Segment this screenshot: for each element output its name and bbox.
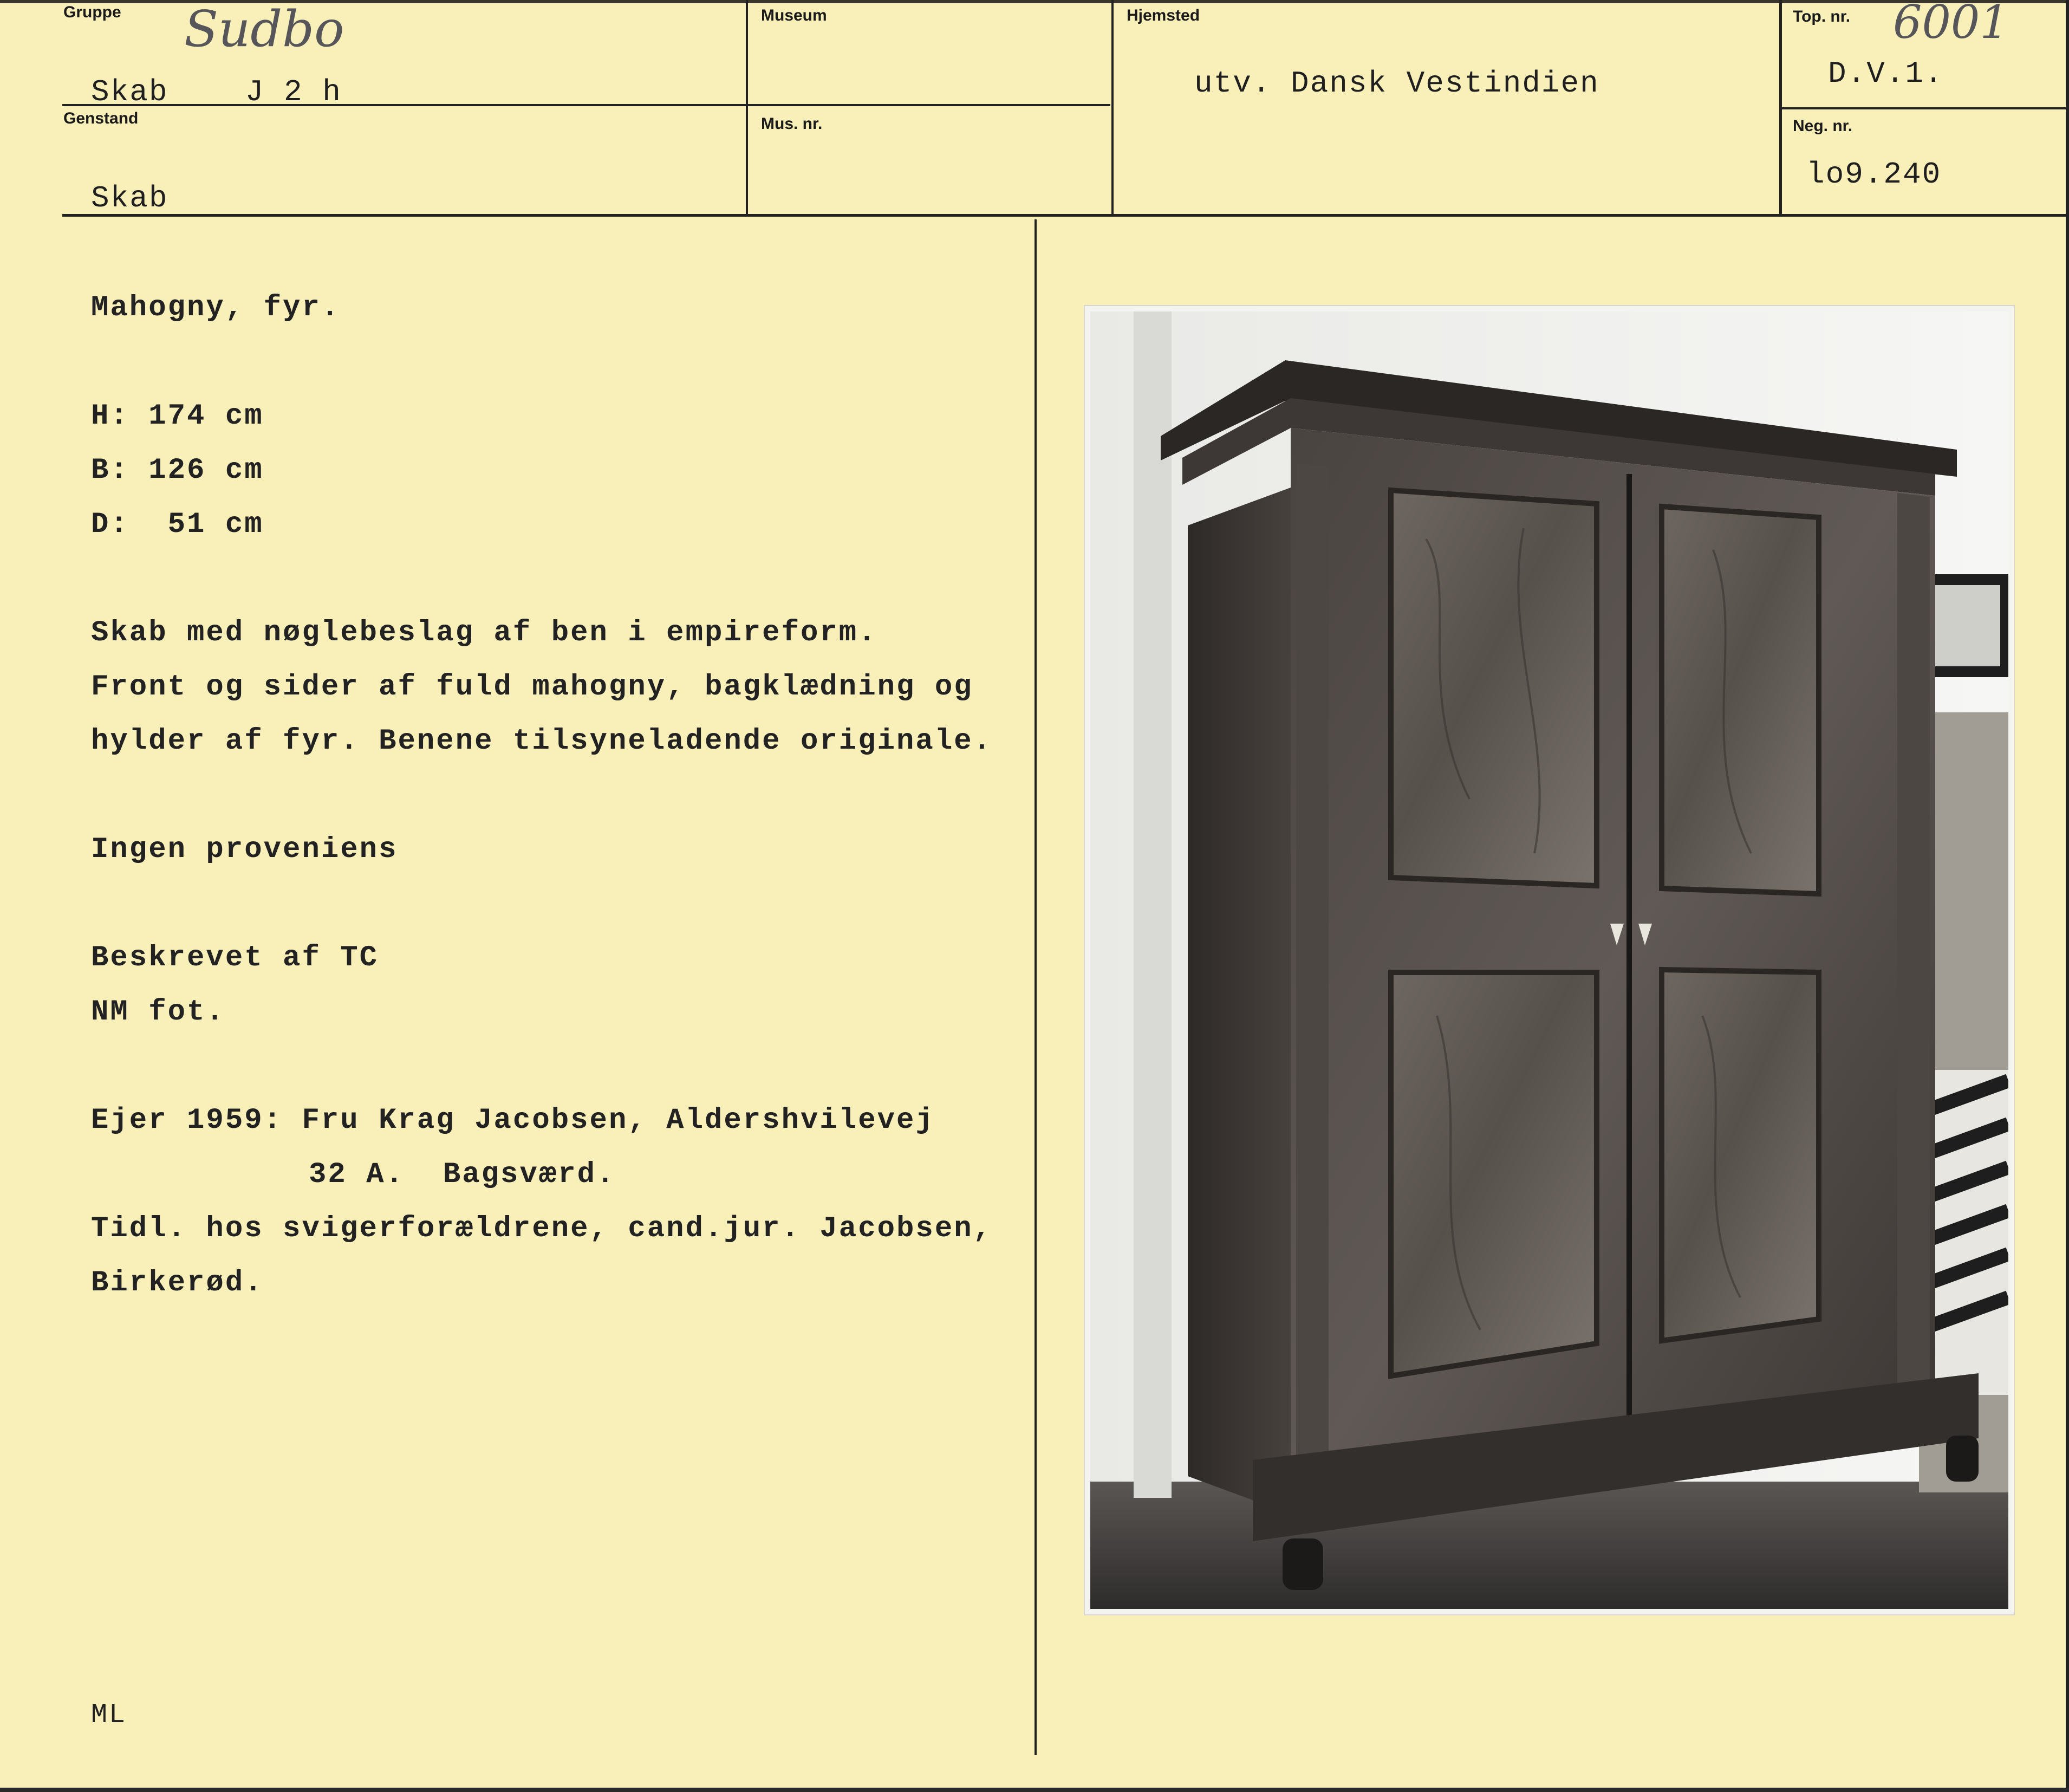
gruppe-label: Gruppe [63,3,121,21]
wardrobe-photo [1085,306,2014,1614]
header-line-topnr [1782,107,2066,109]
scan-edge-right [2066,0,2069,1792]
museum-label: Museum [761,7,827,24]
owner-line-4: Birkerød. [91,1267,264,1300]
header-divider-3 [1779,0,1782,215]
height-text: H: 174 cm [91,400,264,433]
description-line-1: Skab med nøglebeslag af ben i empireform. [91,616,877,650]
neg-nr-value: lo9.240 [1806,157,1942,192]
header-divider-1 [746,0,748,215]
photo-credit-text: NM fot. [91,996,225,1029]
provenance-text: Ingen proveniens [91,833,398,866]
depth-text: D: 51 cm [91,508,264,541]
wardrobe-illustration [1090,311,2008,1609]
material-text: Mahogny, fyr. [91,291,341,324]
initials-text: ML [91,1700,127,1731]
gruppe-value: Skab J 2 h [91,75,342,109]
owner-line-1: Ejer 1959: Fru Krag Jacobsen, Aldershvilevej [91,1104,935,1137]
genstand-value: Skab [91,181,168,216]
top-nr-handwritten: 6001 [1893,0,2009,49]
described-by-text: Beskrevet af TC [91,942,379,975]
genstand-label: Genstand [63,109,139,127]
scan-edge-bottom [0,1788,2069,1792]
hjemsted-value: utv. Dansk Vestindien [1194,66,1599,101]
owner-line-3: Tidl. hos svigerforældrene, cand.jur. Jacobsen, [91,1212,993,1245]
description-line-2: Front og sider af fuld mahogny, bagklædning og [91,671,973,704]
neg-nr-label: Neg. nr. [1793,117,1853,135]
hjemsted-label: Hjemsted [1127,7,1200,24]
top-nr-label: Top. nr. [1793,8,1851,25]
mus-nr-label: Mus. nr. [761,115,823,133]
width-text: B: 126 cm [91,454,264,487]
body-divider [1034,219,1037,1755]
header-divider-2 [1111,0,1114,215]
header-line-bottom [62,214,2066,217]
owner-line-2: 32 A. Bagsværd. [309,1158,616,1191]
top-nr-value: D.V.1. [1828,56,1944,91]
description-line-3: hylder af fyr. Benene tilsyneladende originale. [91,725,993,758]
gruppe-handwritten: Sudbo [184,0,344,58]
